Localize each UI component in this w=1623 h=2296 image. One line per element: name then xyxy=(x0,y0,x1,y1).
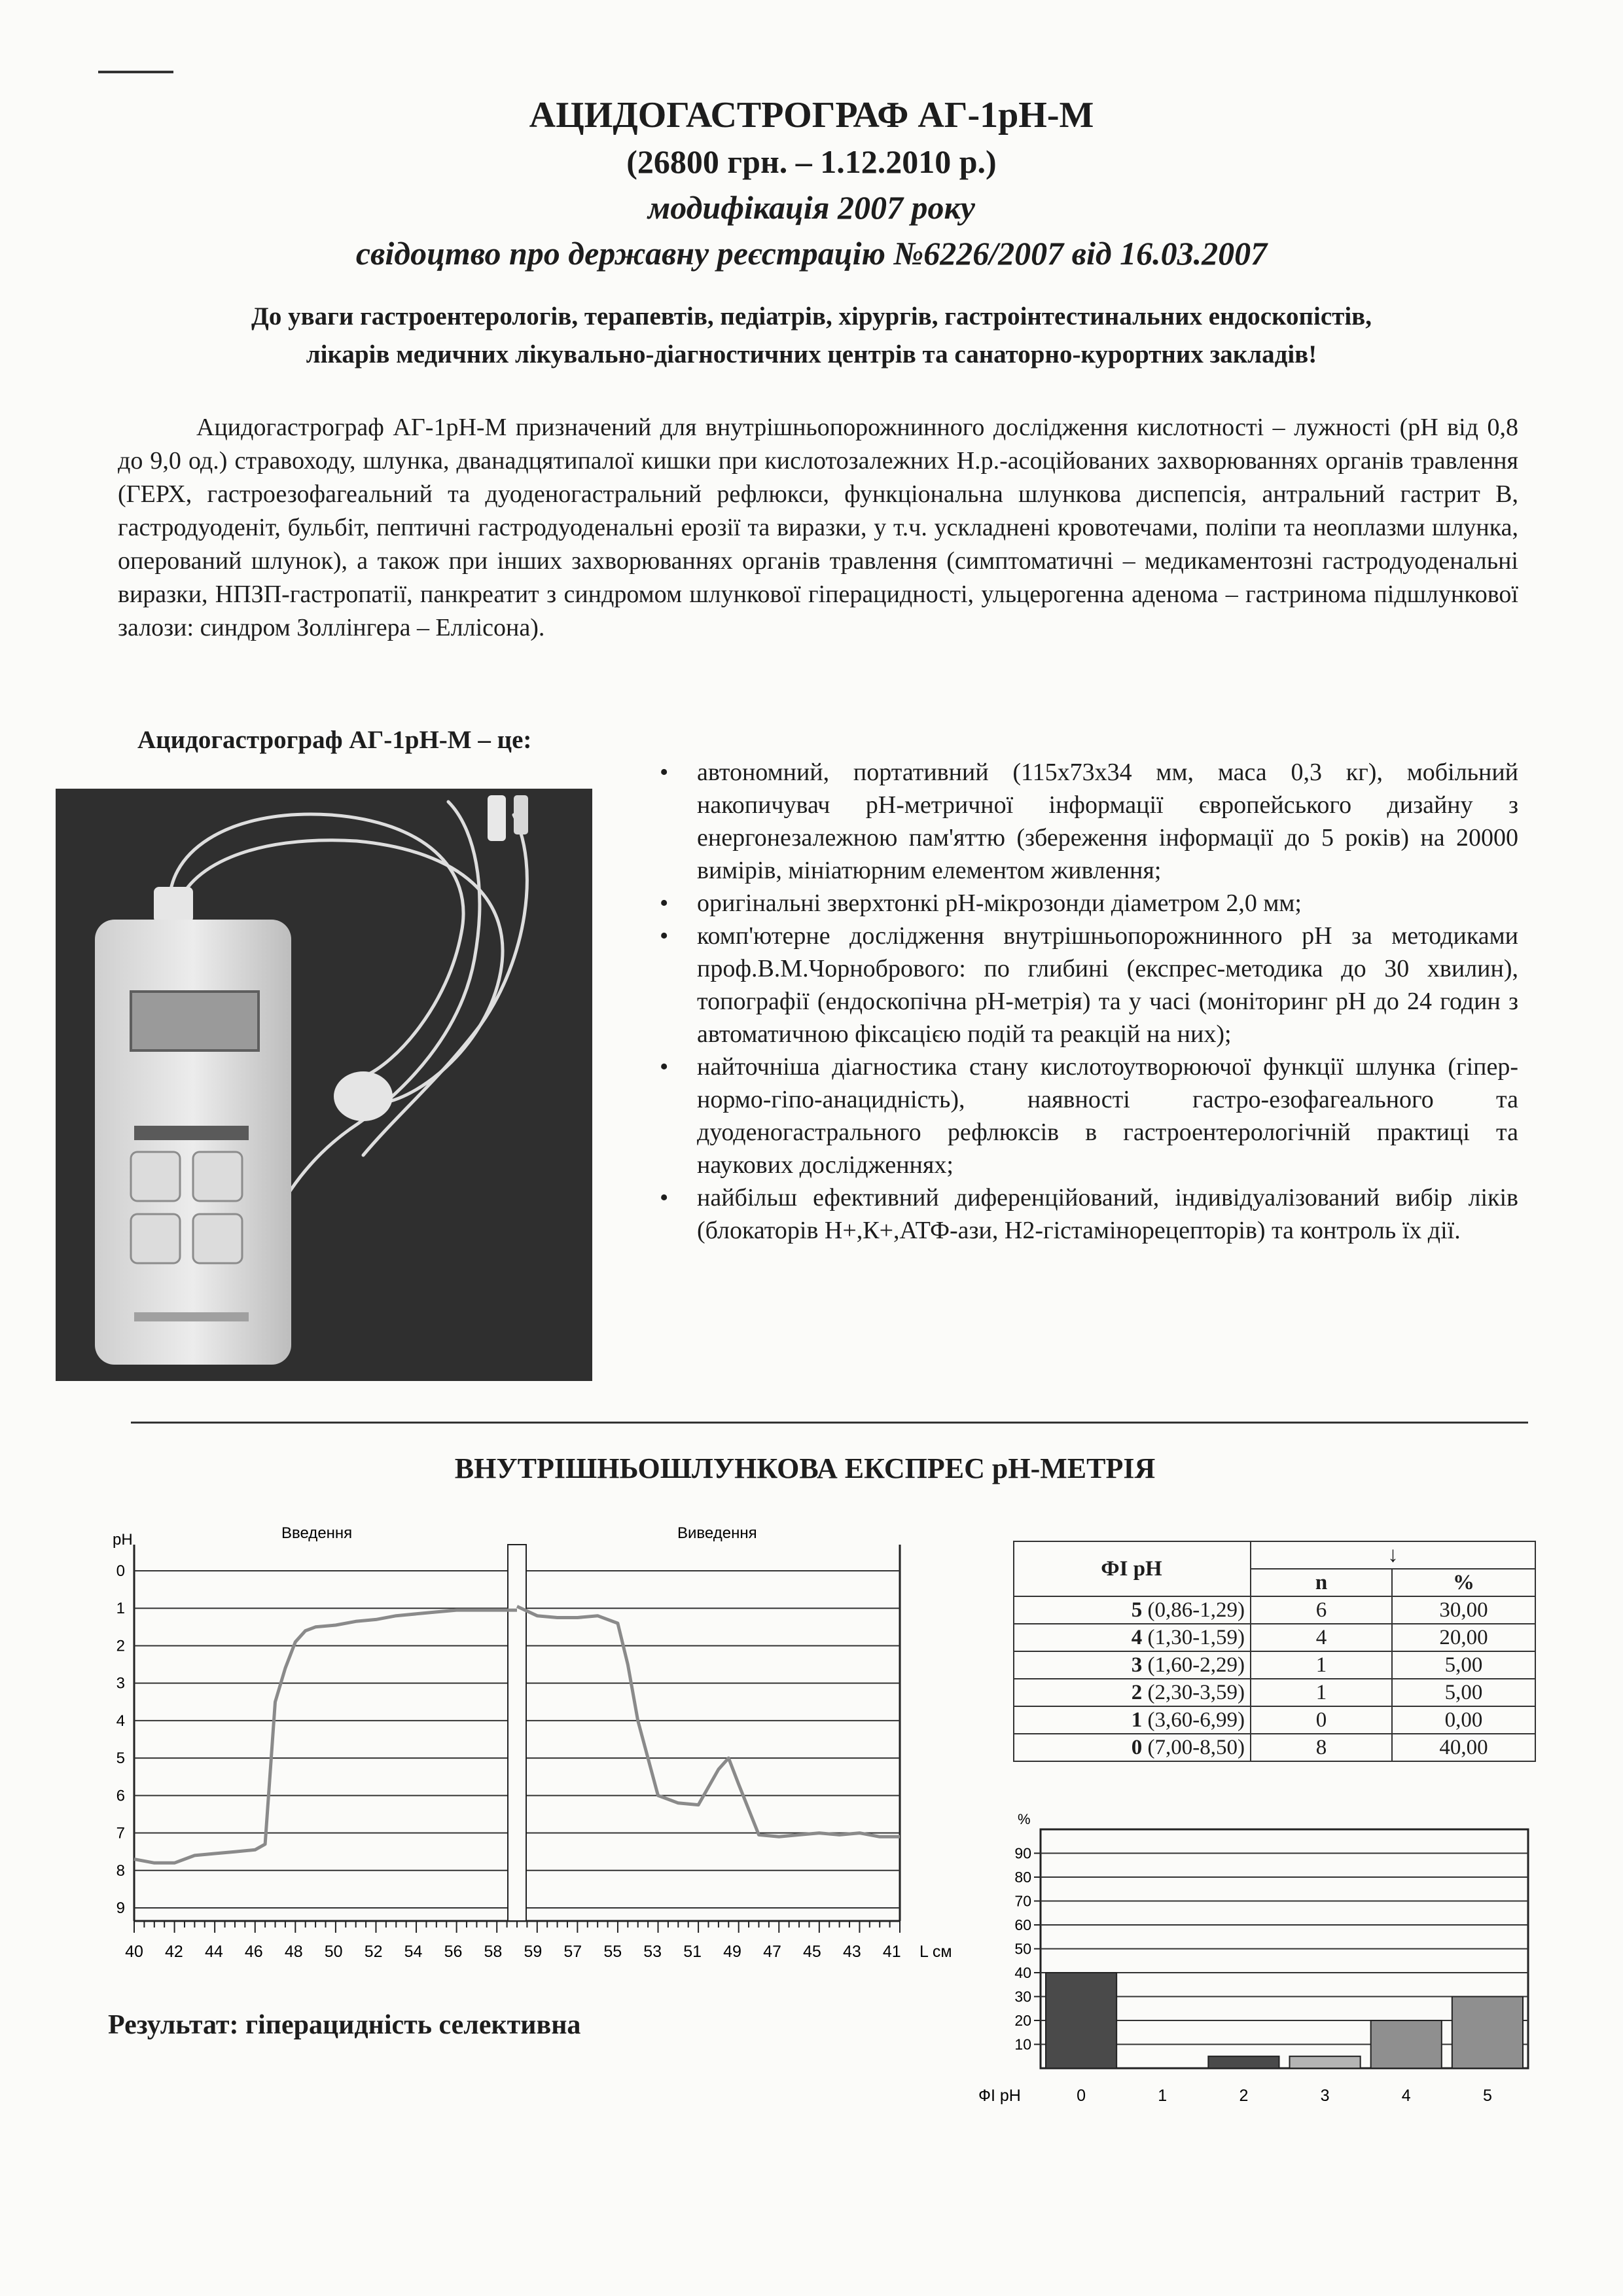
x-tick-label: 45 xyxy=(803,1943,821,1961)
x-tick-label: 47 xyxy=(763,1943,781,1961)
y-tick-label: 8 xyxy=(116,1861,125,1880)
device-screen xyxy=(131,992,259,1050)
modification-line: модифікація 2007 року xyxy=(648,189,975,226)
row-n: 6 xyxy=(1251,1596,1392,1624)
ph-series-line xyxy=(517,1606,900,1837)
y-axis-label: % xyxy=(1018,1811,1031,1827)
x-tick-label: 58 xyxy=(484,1943,503,1961)
feature-item xyxy=(641,1181,1518,1247)
device-label xyxy=(134,1126,249,1140)
x-tick-label: 41 xyxy=(882,1943,901,1961)
row-pct: 30,00 xyxy=(1392,1596,1535,1624)
bar xyxy=(1371,2020,1442,2068)
device-key-1 xyxy=(131,1152,180,1201)
x-tick-label: 59 xyxy=(524,1943,543,1961)
attention-block xyxy=(131,298,1492,374)
x-tick-label: 43 xyxy=(842,1943,861,1961)
device-key-3 xyxy=(131,1214,180,1263)
x-tick-label: 40 xyxy=(125,1943,143,1961)
y-tick-label: 5 xyxy=(116,1749,125,1768)
y-tick-label: 7 xyxy=(116,1824,125,1842)
device-key-4 xyxy=(193,1214,242,1263)
row-label: 1 (3,60-6,99) xyxy=(1014,1706,1251,1734)
header-arrow: ↓ xyxy=(1251,1541,1535,1569)
connector-pin-2 xyxy=(514,795,528,834)
x-axis-label: ФІ рН xyxy=(978,2087,1021,2105)
attention-line-2: лікарів медичних лікувально-діагностичних центрів та санаторно-курортних закладів! xyxy=(306,340,1317,368)
x-tick-label: 50 xyxy=(324,1943,343,1961)
x-tick-label: 3 xyxy=(1320,2087,1330,2105)
bar xyxy=(1290,2056,1361,2068)
connector-plug xyxy=(154,887,193,923)
bullet-icon: • xyxy=(660,759,669,786)
x-tick-label: 49 xyxy=(723,1943,741,1961)
dash-mark xyxy=(98,71,173,73)
feature-text: найточніша діагностика стану кислотоутворюючої функції шлунка (гіпер-нормо-гіпо-анацидність), наявності гастро-езофагеального та дуоденогастрального рефлюксів в гастроентерологічній практиці та наукових дослідженнях; xyxy=(697,1053,1518,1179)
y-tick-label: 6 xyxy=(116,1787,125,1805)
x-tick-label: 52 xyxy=(364,1943,383,1961)
device-illustration xyxy=(56,789,592,1381)
table-row xyxy=(1014,1624,1535,1651)
segment-separator xyxy=(508,1545,526,1921)
bar xyxy=(1046,1973,1116,2068)
x-tick-label: 2 xyxy=(1239,2087,1249,2105)
feature-text: автономний, портативний (115х73х34 мм, маса 0,3 кг), мобільний накопичувач рН-метричної інформації європейського дизайну з енергонезалежною пам'яттю (збереження інформації до 5 років) на 20000 вимірів, мініатюрним елементом живлення; xyxy=(697,759,1518,884)
x-tick-label: 42 xyxy=(165,1943,183,1961)
section-title: ВНУТРІШНЬОШЛУНКОВА ЕКСПРЕС рН-МЕТРІЯ xyxy=(454,1452,1156,1484)
feature-item xyxy=(641,920,1518,1050)
x-tick-label: 55 xyxy=(603,1943,622,1961)
result-line: Результат: гіперацидність селективна xyxy=(108,2010,581,2040)
y-tick-label: 70 xyxy=(1014,1892,1031,1910)
y-tick-label: 4 xyxy=(116,1712,125,1730)
row-pct: 5,00 xyxy=(1392,1651,1535,1679)
feature-text: комп'ютерне дослідження внутрішньопорожнинного рН за методиками проф.В.М.Чорнобрового: по глибині (експрес-методика до 30 хвилин), топографії (ендоскопічна рН-метрія) та у часі (моніторинг рН до 24 годин з автоматичною фіксацією подій та реакцій на них); xyxy=(697,922,1518,1048)
table-row xyxy=(1014,1596,1535,1624)
description-paragraph: Ацидогастрограф АГ-1рН-М призначений для внутрішньопорожнинного дослідження кислотності – лужності (рН від 0,8 до 9,0 од.) стравоходу, шлунка, дванадцятипалої кишки при кислотозалежних Н.р.-асоційованих захворюваннях органів травлення (ГЕРХ, гастроезофагеальний та дуоденогастральний рефлюкси, функціональна шлункова диспепсія, антральний гастрит В, гастродуоденіт, бульбіт, пептичні гастродуоденальні ерозії та виразки, у т.ч. ускладнені кровотечами, поліпи та неоплазми шлунка, оперований шлунок), а також при інших захворюваннях органів травлення (симптоматичні – медикаментозні гастродуоденальні виразки, НПЗП-гастропатії, панкреатит з синдромом шлункової гіперацидності, ульцерогенна аденома – гастринома підшлункової залози: синдром Золлінгера – Еллісона). xyxy=(118,414,1518,641)
row-n: 1 xyxy=(1251,1651,1392,1679)
x-tick-label: 5 xyxy=(1482,2087,1492,2105)
feature-text: найбільш ефективний диференційований, індивідуалізований вибір ліків (блокаторів Н+,К+,АТФ-ази, Н2-гістамінорецепторів) та контроль їх дії. xyxy=(697,1184,1518,1244)
attention-line-1: До уваги гастроентерологів, терапевтів, педіатрів, хірургів, гастроінтестинальних ендоскопістів, xyxy=(251,302,1372,331)
row-n: 4 xyxy=(1251,1624,1392,1651)
y-tick-label: 80 xyxy=(1014,1869,1031,1886)
device-key-2 xyxy=(193,1152,242,1201)
header-phi-label: ФІ рН xyxy=(1014,1541,1251,1596)
row-pct: 5,00 xyxy=(1392,1679,1535,1706)
row-label: 0 (7,00-8,50) xyxy=(1014,1734,1251,1761)
features-heading: Ацидогастрограф АГ-1рН-М – це: xyxy=(137,726,532,754)
feature-text: оригінальні зверхтонкі рН-мікрозонди діаметром 2,0 мм; xyxy=(697,889,1302,917)
ph-index-table xyxy=(1013,1541,1536,1762)
bullet-icon: • xyxy=(660,889,669,917)
table-header-row xyxy=(1014,1541,1535,1569)
row-label: 3 (1,60-2,29) xyxy=(1014,1651,1251,1679)
title-block xyxy=(131,92,1492,276)
row-label: 4 (1,30-1,59) xyxy=(1014,1624,1251,1651)
feature-list xyxy=(641,756,1518,1247)
ph-series-line xyxy=(134,1610,517,1863)
y-tick-label: 1 xyxy=(116,1600,125,1618)
x-axis-label: L см xyxy=(919,1943,952,1961)
x-tick-label: 56 xyxy=(444,1943,463,1961)
y-tick-label: 10 xyxy=(1014,2036,1031,2053)
x-tick-label: 1 xyxy=(1158,2087,1168,2105)
segment-label-withdrawal: Виведення xyxy=(677,1524,757,1542)
table-row xyxy=(1014,1679,1535,1706)
section-divider xyxy=(131,1422,1528,1424)
x-tick-label: 0 xyxy=(1077,2087,1086,2105)
y-tick-label: 20 xyxy=(1014,2012,1031,2029)
feature-item xyxy=(641,756,1518,887)
feature-item xyxy=(641,887,1518,920)
row-pct: 40,00 xyxy=(1392,1734,1535,1761)
row-label: 2 (2,30-3,59) xyxy=(1014,1679,1251,1706)
row-label: 5 (0,86-1,29) xyxy=(1014,1596,1251,1624)
y-tick-label: 60 xyxy=(1014,1916,1031,1933)
ph-line-chart xyxy=(105,1505,969,1977)
y-tick-label: 50 xyxy=(1014,1940,1031,1958)
header-n: n xyxy=(1251,1569,1392,1596)
bullet-icon: • xyxy=(660,1184,669,1211)
x-tick-label: 48 xyxy=(284,1943,303,1961)
probe-clip xyxy=(334,1071,393,1121)
table-row xyxy=(1014,1734,1535,1761)
bar xyxy=(1452,1997,1523,2069)
y-tick-label: 30 xyxy=(1014,1988,1031,2005)
y-tick-label: 2 xyxy=(116,1637,125,1655)
bullet-icon: • xyxy=(660,1053,669,1081)
device-photo xyxy=(56,789,592,1381)
row-n: 8 xyxy=(1251,1734,1392,1761)
y-tick-label: 0 xyxy=(116,1562,125,1580)
x-tick-label: 4 xyxy=(1401,2087,1411,2105)
segment-label-introduction: Введення xyxy=(281,1524,353,1542)
x-tick-label: 53 xyxy=(643,1943,662,1961)
y-tick-label: 3 xyxy=(116,1674,125,1693)
bullet-icon: • xyxy=(660,922,669,950)
header-pct: % xyxy=(1392,1569,1535,1596)
device-title: АЦИДОГАСТРОГРАФ АГ-1рН-М xyxy=(529,95,1094,135)
y-tick-label: 90 xyxy=(1014,1844,1031,1862)
table-row xyxy=(1014,1651,1535,1679)
connector-pin-1 xyxy=(488,795,506,841)
row-n: 1 xyxy=(1251,1679,1392,1706)
y-tick-label: 9 xyxy=(116,1899,125,1917)
row-pct: 20,00 xyxy=(1392,1624,1535,1651)
table-row xyxy=(1014,1706,1535,1734)
x-tick-label: 44 xyxy=(204,1943,223,1961)
device-body xyxy=(95,920,291,1365)
price-date: (26800 грн. – 1.12.2010 р.) xyxy=(626,143,997,180)
x-tick-label: 46 xyxy=(244,1943,263,1961)
x-tick-label: 51 xyxy=(683,1943,702,1961)
ph-index-bar-chart xyxy=(978,1803,1541,2111)
bar xyxy=(1208,2056,1279,2068)
row-n: 0 xyxy=(1251,1706,1392,1734)
device-footer-label xyxy=(134,1312,249,1321)
registration-line: свідоцтво про державну реєстрацію №6226/2007 від 16.03.2007 xyxy=(355,235,1268,272)
row-pct: 0,00 xyxy=(1392,1706,1535,1734)
y-axis-label: pH xyxy=(113,1531,133,1549)
feature-item xyxy=(641,1050,1518,1181)
x-tick-label: 54 xyxy=(404,1943,423,1961)
x-tick-label: 57 xyxy=(563,1943,582,1961)
y-tick-label: 40 xyxy=(1014,1964,1031,1981)
